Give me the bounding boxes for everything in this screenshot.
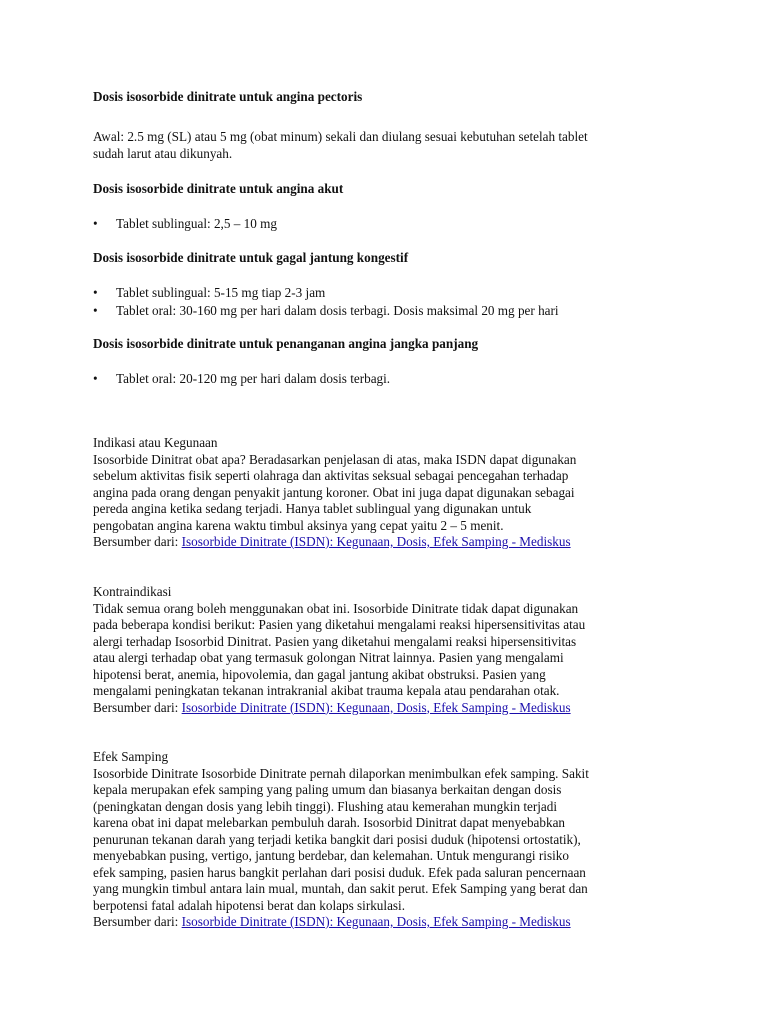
source-line — [93, 534, 693, 551]
list-item — [93, 285, 326, 302]
bullet-icon: • — [93, 216, 98, 231]
awal-line-2: sudah larut atau dikunyah. — [93, 146, 233, 161]
heading-gagal-jantung: Dosis isosorbide dinitrate untuk gagal jantung kongestif — [93, 250, 409, 265]
source-link[interactable]: Isosorbide Dinitrate (ISDN): Kegunaan, Dosis, Efek Samping - Mediskus — [181, 699, 571, 715]
list-item-text: Tablet sublingual: 2,5 – 10 mg — [116, 216, 277, 231]
paragraph-line: efek samping, pasien harus bangkit perlahan dari posisi duduk. Efek pada saluran pencernaan — [93, 864, 586, 880]
list-item-text: Tablet oral: 30-160 mg per hari dalam dosis terbagi. Dosis maksimal 20 mg per hari — [116, 303, 559, 318]
list-item-text: Tablet oral: 20-120 mg per hari dalam dosis terbagi. — [116, 371, 391, 386]
source-link[interactable]: Isosorbide Dinitrate (ISDN): Kegunaan, Dosis, Efek Samping - Mediskus — [181, 534, 571, 549]
paragraph-line: Tidak semua orang boleh menggunakan obat ini. Isosorbide Dinitrate tidak dapat digunakan — [93, 600, 579, 616]
list-item — [93, 303, 559, 320]
source-line — [93, 700, 693, 717]
bullet-icon: • — [93, 303, 98, 318]
paragraph-line: kepala merupakan efek samping yang paling umum dan biasanya berkaitan dengan dosis — [93, 782, 562, 797]
paragraph-line: pengobatan angina karena waktu timbul aksinya yang cepat yaitu 2 – 5 menit. — [93, 517, 504, 533]
paragraph-line: mengalami peningkatan tekanan intrakranial akibat trauma kepala atau pendarahan otak. — [93, 683, 560, 698]
paragraph-line: berpotensi fatal adalah hipotensi berat dan kolaps sirkulasi. — [93, 897, 406, 913]
heading-angina-akut: Dosis isosorbide dinitrate untuk angina akut — [93, 181, 344, 196]
list-item — [93, 371, 391, 388]
paragraph-line: Isosorbide Dinitrate Isosorbide Dinitrate pernah dilaporkan menimbulkan efek samping. Sakit — [93, 765, 589, 781]
section-title: Kontraindikasi — [93, 584, 172, 599]
paragraph-line: sebelum aktivitas fisik seperti olahraga dan aktivitas seksual sebagai pencegahan terhadap — [93, 468, 569, 483]
paragraph-line: pereda angina ketika sedang terjadi. Hanya tablet sublingual yang digunakan untuk — [93, 501, 532, 516]
source-line — [93, 914, 693, 931]
section-kontraindikasi — [93, 584, 693, 716]
source-prefix: Bersumber dari: — [93, 699, 182, 715]
section-efek-samping — [93, 749, 693, 931]
paragraph-line: (peningkatan dengan dosis yang lebih tinggi). Flushing atau kemerahan mungkin terjadi — [93, 798, 558, 814]
bullet-icon: • — [93, 285, 98, 300]
section-indikasi — [93, 435, 693, 551]
paragraph-line: karena obat ini dapat melebarkan pembuluh darah. Isosorbid Dinitrat dapat menyebabkan — [93, 815, 566, 830]
paragraph-line: penurunan tekanan darah yang terjadi ketika bangkit dari posisi duduk (hipotensi ortostatik), — [93, 831, 581, 847]
list-item — [93, 216, 277, 233]
heading-angina-pectoris: Dosis isosorbide dinitrate untuk angina pectoris — [93, 89, 363, 104]
source-prefix: Bersumber dari: — [93, 914, 182, 929]
section-title: Efek Samping — [93, 749, 169, 764]
paragraph-line: atau alergi terhadap obat yang termasuk golongan Nitrat lainnya. Pasien yang mengalami — [93, 650, 564, 665]
paragraph-line: Isosorbide Dinitrat obat apa? Beradasarkan penjelasan di atas, maka ISDN dapat digunakan — [93, 451, 577, 467]
paragraph-line: menyebabkan pusing, vertigo, jantung berdebar, dan kelemahan. Untuk mengurangi risiko — [93, 848, 569, 863]
heading-jangka-panjang: Dosis isosorbide dinitrate untuk penanganan angina jangka panjang — [93, 336, 479, 351]
source-link[interactable]: Isosorbide Dinitrate (ISDN): Kegunaan, Dosis, Efek Samping - Mediskus — [181, 914, 571, 929]
list-item-text: Tablet sublingual: 5-15 mg tiap 2-3 jam — [116, 285, 326, 300]
bullet-icon: • — [93, 371, 98, 386]
section-title: Indikasi atau Kegunaan — [93, 435, 218, 450]
awal-line-1: Awal: 2.5 mg (SL) atau 5 mg (obat minum) sekali dan diulang sesuai kebutuhan setelah tablet — [93, 129, 588, 144]
paragraph-line: alergi terhadap Isosorbid Dinitrat. Pasien yang diketahui mengalami reaksi hipersensitivitas — [93, 633, 577, 649]
paragraph-line: angina pada orang dengan penyakit jantung koroner. Obat ini juga dapat digunakan sebagai — [93, 484, 575, 500]
paragraph-line: hipotensi berat, anemia, hipovolemia, dan gagal jantung akibat obstruksi. Pasien yang — [93, 666, 546, 682]
source-prefix: Bersumber dari: — [93, 534, 182, 549]
paragraph-line: yang mungkin timbul antara lain mual, muntah, dan sakit perut. Efek Samping yang berat dan — [93, 881, 588, 896]
paragraph-line: pada beberapa kondisi berikut: Pasien yang diketahui mengalami reaksi hipersensitivitas atau — [93, 617, 586, 632]
